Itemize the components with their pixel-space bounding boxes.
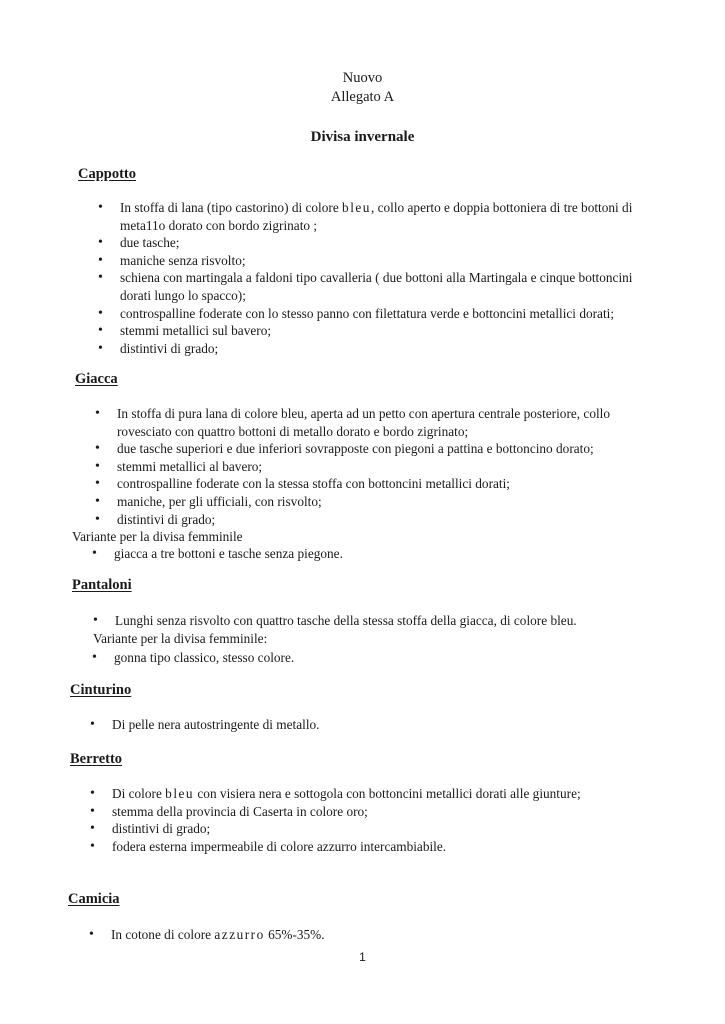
list-item: • gonna tipo classico, stesso colore. <box>92 649 637 667</box>
section-heading-camicia: Camicia <box>68 891 120 907</box>
section-heading-pantaloni: Pantaloni <box>72 577 132 593</box>
list-giacca-variant <box>92 545 637 563</box>
section-heading-cinturino: Cinturino <box>70 682 132 698</box>
list-item: • distintivi di grado; <box>90 820 610 838</box>
list-item: • stemma della provincia di Caserta in colore oro; <box>90 803 610 821</box>
list-item: • In stoffa di lana (tipo castorino) di colore bleu, collo aperto e doppia bottoniera di tre bottoni di meta11o dorato con bordo zigrinato ; <box>98 199 643 234</box>
list-item: • distintivi di grado; <box>98 340 643 358</box>
list-item: • controspalline foderate con lo stesso panno con filettatura verde e bottoncini metallici dorati; <box>98 305 643 323</box>
list-item: • controspalline foderate con la stessa stoffa con bottoncini metallici dorati; <box>95 475 640 493</box>
list-item: • due tasche superiori e due inferiori sovrapposte con piegoni a pattina e bottoncino dorato; <box>95 440 640 458</box>
list-pantaloni <box>93 612 653 630</box>
list-item: • In cotone di colore azzurro 65%-35%. <box>89 926 634 944</box>
list-item: • Lunghi senza risvolto con quattro tasche della stessa stoffa della giacca, di colore bleu. <box>93 612 653 630</box>
list-item: • Di colore bleu con visiera nera e sottogola con bottoncini metallici dorati alle giunture; <box>90 785 610 803</box>
variant-label-giacca: Variante per la divisa femminile <box>72 529 243 544</box>
list-pantaloni-variant <box>92 649 637 667</box>
list-item: • stemmi metallici sul bavero; <box>98 322 643 340</box>
list-item: • Di pelle nera autostringente di metallo. <box>90 716 635 734</box>
section-heading-cappotto: Cappotto <box>78 166 137 182</box>
document-title: Divisa invernale <box>310 129 415 145</box>
list-item: • fodera esterna impermeabile di colore azzurro intercambiabile. <box>90 838 610 856</box>
header-nuovo: Nuovo <box>342 70 383 86</box>
list-camicia <box>89 926 634 944</box>
page-number: 1 <box>359 950 366 964</box>
list-item: • giacca a tre bottoni e tasche senza piegone. <box>92 545 637 563</box>
list-giacca <box>95 405 640 528</box>
list-item: • distintivi di grado; <box>95 511 640 529</box>
header-allegato: Allegato A <box>330 89 395 105</box>
list-item: • stemmi metallici al bavero; <box>95 458 640 476</box>
variant-label-pantaloni: Variante per la divisa femminile: <box>93 631 268 646</box>
list-berretto <box>90 785 610 855</box>
list-item: • In stoffa di pura lana di colore bleu, aperta ad un petto con apertura centrale posteriore, collo rovesciato con quattro bottoni di metallo dorato e bordo zigrinato; <box>95 405 640 440</box>
list-item: • maniche senza risvolto; <box>98 252 643 270</box>
list-cinturino <box>90 716 635 734</box>
list-item: • due tasche; <box>98 234 643 252</box>
section-heading-berretto: Berretto <box>70 751 123 767</box>
list-item: • maniche, per gli ufficiali, con risvolto; <box>95 493 640 511</box>
list-cappotto <box>98 199 643 357</box>
list-item: • schiena con martingala a faldoni tipo cavalleria ( due bottoni alla Martingala e cinque bottoncini dorati lungo lo spacco); <box>98 269 643 304</box>
section-heading-giacca: Giacca <box>75 371 118 387</box>
